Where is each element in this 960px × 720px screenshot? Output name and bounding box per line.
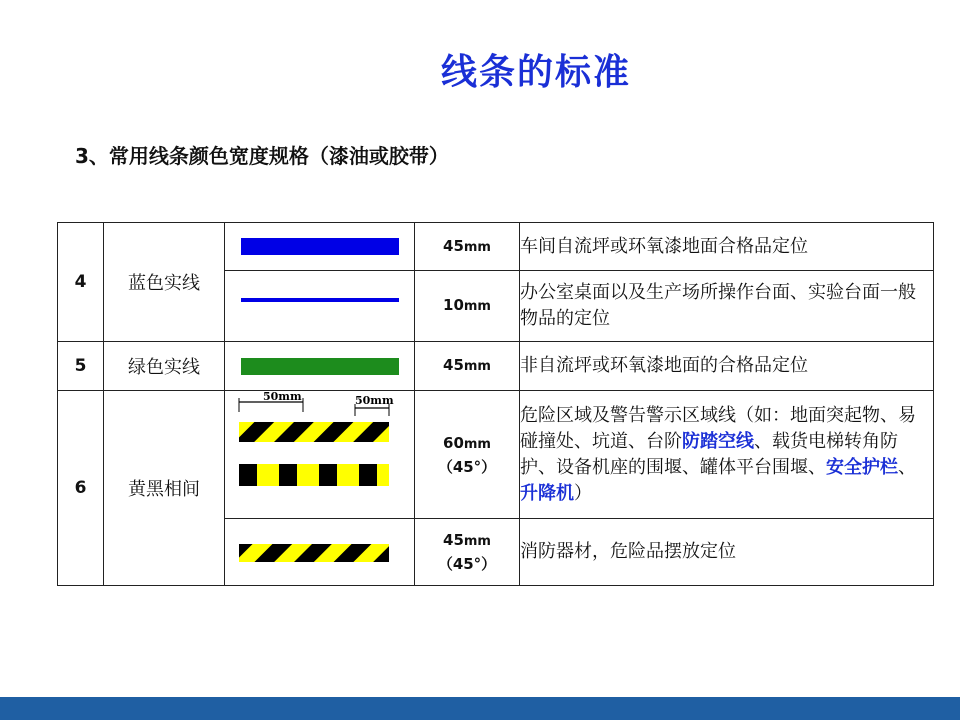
hazard-stripe-diagram: [225, 392, 413, 518]
row-number: 5: [58, 342, 104, 391]
line-sample-green: [225, 342, 415, 391]
table-row: [58, 223, 934, 271]
table-row: [58, 342, 934, 391]
line-spec-table: [57, 222, 934, 586]
line-sample-hazard-stripes: [225, 391, 415, 519]
line-usage-desc: 办公室桌面以及生产场所操作台面、实验台面一般物品的定位: [520, 271, 934, 342]
blue-thin-line: [241, 298, 399, 302]
dimension-label: 50mm: [263, 391, 302, 403]
line-color-name: 绿色实线: [104, 342, 225, 391]
green-thick-line: [241, 358, 399, 375]
line-width: 60mm （45°）: [415, 391, 520, 519]
table-row: [58, 391, 934, 519]
line-sample-blue-thick: [225, 223, 415, 271]
diagonal-hazard-stripe: [225, 532, 413, 572]
footer-bar: [0, 697, 960, 720]
line-sample-blue-thin: [225, 271, 415, 342]
page-title: 线条的标准: [440, 52, 631, 93]
line-usage-desc: 危险区域及警告警示区域线（如：地面突起物、易碰撞处、坑道、台阶防踏空线、载货电梯转角防护、设备机座的围堰、罐体平台围堰、安全护栏、升降机）: [520, 391, 934, 519]
line-usage-desc: 非自流坪或环氧漆地面的合格品定位: [520, 342, 934, 391]
diagonal-hazard-stripe: [239, 422, 389, 442]
line-width: 45mm: [415, 223, 520, 271]
line-width: 45mm （45°）: [415, 519, 520, 586]
line-color-name: 蓝色实线: [104, 223, 225, 342]
line-sample-hazard-diagonal: [225, 519, 415, 586]
row-number: 6: [58, 391, 104, 586]
block-hazard-stripe: [239, 464, 389, 486]
line-usage-desc: 消防器材，危险品摆放定位: [520, 519, 934, 586]
line-usage-desc: 车间自流坪或环氧漆地面合格品定位: [520, 223, 934, 271]
line-width: 45mm: [415, 342, 520, 391]
dimension-label: 50mm: [355, 393, 394, 407]
section-subtitle: 3、常用线条颜色宽度规格（漆油或胶带）: [75, 144, 449, 168]
line-width: 10mm: [415, 271, 520, 342]
row-number: 4: [58, 223, 104, 342]
blue-thick-line: [241, 238, 399, 255]
line-color-name: 黄黑相间: [104, 391, 225, 586]
